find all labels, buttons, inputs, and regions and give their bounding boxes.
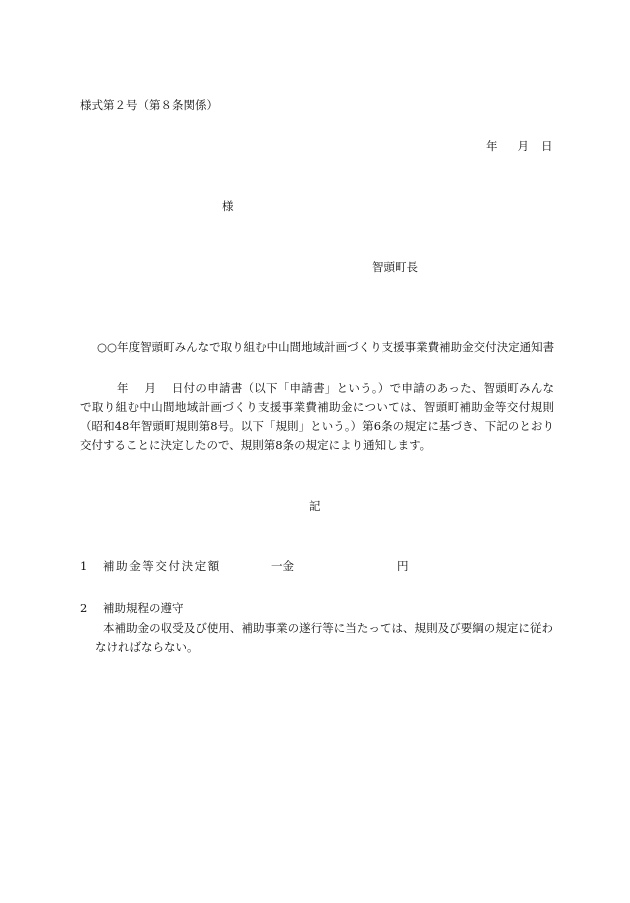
- recipient-suffix: 様: [222, 199, 234, 213]
- date-month: 月: [517, 139, 529, 153]
- ki-heading: 記: [309, 499, 321, 513]
- item-grant-amount: [80, 558, 409, 574]
- item-heading: 補助規程の遵守: [103, 601, 184, 615]
- body-paragraph: 年 月 日付の申請書（以下「申請書」という。）で申請のあった、智頭町みんなで取り組む中山間地域計画づくり支援事業費補助金については、智頭町補助金等交付規則（昭和48年智頭町規則第8号。以下「規則」という。）第6条の規定に基づき、下記のとおり交付することに決定したので、規則第8条の規定により通知します。: [80, 381, 554, 452]
- item-number: 1: [80, 559, 88, 573]
- date-line: [486, 138, 553, 154]
- form-number: 様式第２号（第８条関係）: [80, 98, 218, 112]
- item-number: 2: [80, 601, 88, 615]
- date-year: 年: [486, 139, 498, 153]
- amount-prefix: 一金: [271, 559, 294, 573]
- item-compliance-text: 本補助金の収受及び使用、補助事業の遂行等に当たっては、規則及び要綱の規定に従わなければならない。: [95, 621, 553, 654]
- item-compliance: [80, 600, 184, 616]
- issuer: 智頭町長: [372, 260, 418, 274]
- date-day: 日: [541, 139, 553, 153]
- amount-unit: 円: [397, 559, 409, 573]
- document-title: ○○年度智頭町みんなで取り組む中山間地域計画づくり支援事業費補助金交付決定通知書: [97, 340, 555, 354]
- item-label: 補助金等交付決定額: [103, 559, 221, 573]
